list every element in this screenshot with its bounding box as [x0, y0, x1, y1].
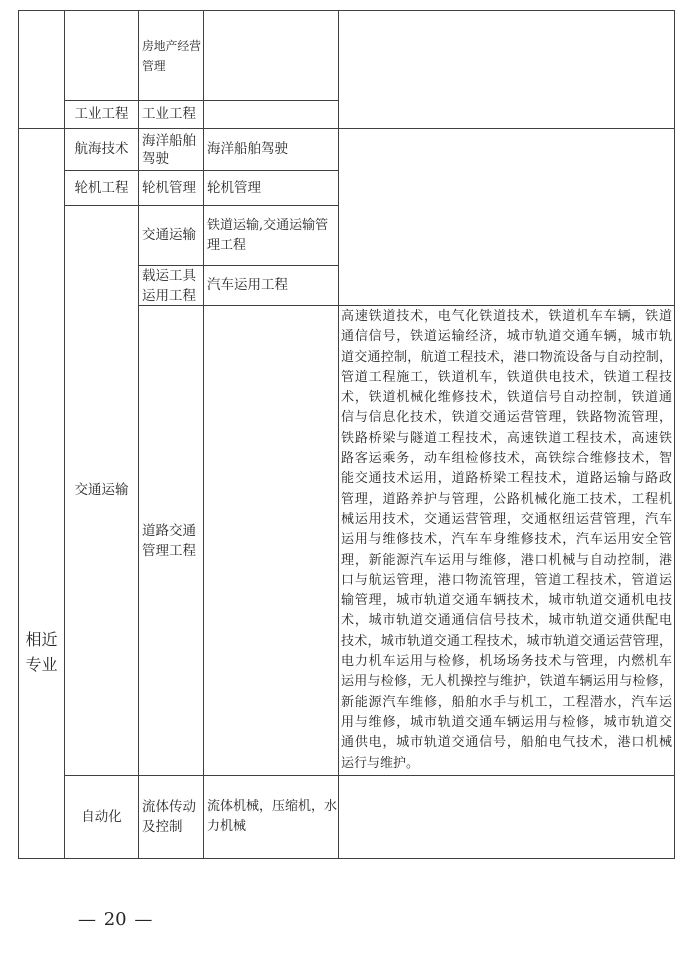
major-name-line: 驾驶	[142, 150, 169, 167]
major-name-line: 管理工程	[142, 542, 196, 559]
traffic-transport-major-cell	[138, 205, 204, 266]
similar-majors-label-cell	[18, 128, 65, 859]
section-label-line: 相近	[25, 630, 58, 649]
category-name: 交通运输	[74, 482, 129, 498]
related-major-line: 理工程	[207, 237, 247, 253]
vocational-major-line: 管理，道路养护与管理，公路机械化施工技术，工程机	[341, 491, 672, 507]
navigation-category-cell	[64, 128, 139, 171]
major-name-line: 及控制	[142, 819, 183, 835]
major-name-line: 运用工程	[142, 287, 196, 304]
major-name: 工业工程	[142, 106, 196, 122]
automation-category-cell	[64, 775, 139, 859]
category-name: 自动化	[81, 808, 122, 825]
major-name-line: 载运工具	[142, 267, 196, 284]
related-major-name: 海洋船舶驾驶	[207, 141, 288, 157]
industrial-engineering-category-cell	[64, 100, 139, 129]
vocational-major-line: 运行与维护。	[341, 755, 420, 771]
empty-cell	[338, 10, 675, 129]
category-name: 轮机工程	[74, 179, 129, 196]
vocational-major-line: 运用与维修技术，汽车车身维修技术，汽车运用安全管	[341, 532, 672, 548]
related-major-name: 汽车运用工程	[207, 277, 288, 293]
traffic-transport-related-major-cell	[203, 205, 339, 266]
major-name-line: 管理	[142, 58, 166, 73]
vocational-major-line: 管道工程施工，铁道机车，铁道供电技术，铁道工程技	[341, 369, 672, 385]
major-name-line: 道路交通	[142, 522, 196, 539]
category-name: 工业工程	[74, 106, 129, 122]
vocational-major-line: 口与航运管理，港口物流管理，管道工程技术，管道运	[341, 572, 672, 588]
industrial-engineering-major-cell	[138, 100, 204, 129]
vocational-major-line: 信与信息化技术，铁道交通运营管理，铁路物流管理，	[341, 410, 672, 426]
fluid-transmission-related-major-cell	[203, 775, 339, 859]
vocational-major-line: 铁路桥梁与隧道工程技术，高速铁道工程技术，高速铁	[341, 430, 672, 446]
empty-cell	[203, 305, 339, 776]
vocational-major-line: 术，铁道机械化维修技术，铁道信号自动控制，铁道通	[341, 390, 672, 406]
real-estate-major-cell	[138, 10, 204, 101]
related-major-line: 力机械	[207, 819, 247, 834]
major-name: 交通运输	[142, 227, 196, 243]
vocational-major-line: 械运用技术，交通运营管理，交通枢纽运营管理，汽车	[341, 511, 672, 527]
section-label-line: 专业	[25, 655, 58, 674]
empty-cell	[203, 10, 339, 101]
marine-engineering-related-major-cell	[203, 170, 339, 206]
major-name: 轮机管理	[142, 179, 196, 196]
vocational-major-line: 通供电，城市轨道交通信号，船舶电气技术，港口机械	[341, 735, 672, 751]
empty-cell	[18, 10, 65, 129]
navigation-related-major-cell	[203, 128, 339, 171]
major-name-line: 房地产经营	[142, 38, 201, 53]
empty-cell	[203, 100, 339, 129]
major-name-line: 流体传动	[142, 799, 196, 815]
category-name: 航海技术	[74, 141, 129, 157]
transportation-category-cell	[64, 205, 139, 776]
vocational-major-line: 理，新能源汽车运用与维修，港口机械与自动控制，港	[341, 552, 672, 568]
vocational-major-line: 能交通技术运用，道路桥梁工程技术，道路运输与路政	[341, 471, 672, 487]
vocational-major-line: 路客运乘务，动车组检修技术，高铁综合维修技术，智	[341, 451, 672, 467]
related-major-name: 轮机管理	[207, 179, 261, 196]
page-number: — 20 —	[78, 909, 153, 930]
road-traffic-vocational-majors-cell	[338, 305, 675, 776]
vocational-major-line: 电力机车运用与检修，机场场务技术与管理，内燃机车	[341, 654, 672, 670]
empty-cell	[338, 128, 675, 306]
related-major-line: 流体机械，压缩机，水	[207, 799, 338, 814]
major-name-line: 海洋船舶	[142, 132, 196, 149]
vocational-major-line: 新能源汽车维修，船舶水手与机工，工程潜水，汽车运	[341, 694, 672, 710]
vocational-major-line: 用与维修，城市轨道交通车辆运用与检修，城市轨道交	[341, 714, 672, 730]
vocational-major-line: 道交通控制，航道工程技术，港口物流设备与自动控制，	[341, 349, 672, 365]
empty-cell	[64, 10, 139, 101]
vocational-major-line: 术，城市轨道交通通信信号技术，城市轨道交通供配电	[341, 613, 672, 629]
vocational-major-line: 技术，城市轨道交通工程技术，城市轨道交通运营管理，	[341, 633, 672, 649]
related-major-line: 铁道运输,交通运输管	[207, 217, 329, 233]
empty-cell	[338, 775, 675, 859]
fluid-transmission-major-cell	[138, 775, 204, 859]
navigation-major-cell	[138, 128, 204, 171]
vocational-major-line: 输管理，城市轨道交通车辆技术，城市轨道交通机电技	[341, 593, 672, 609]
vehicle-application-related-major-cell	[203, 265, 339, 306]
vocational-major-line: 通信信号，铁道运输经济，城市轨道交通车辆，城市轨	[341, 329, 672, 345]
vehicle-application-major-cell	[138, 265, 204, 306]
marine-engineering-category-cell	[64, 170, 139, 206]
road-traffic-major-cell	[138, 305, 204, 776]
marine-engineering-major-cell	[138, 170, 204, 206]
vocational-major-line: 运用与检修，无人机操控与维护，铁道车辆运用与检修，	[341, 674, 672, 690]
vocational-major-line: 高速铁道技术，电气化铁道技术，铁道机车车辆，铁道	[341, 309, 672, 324]
